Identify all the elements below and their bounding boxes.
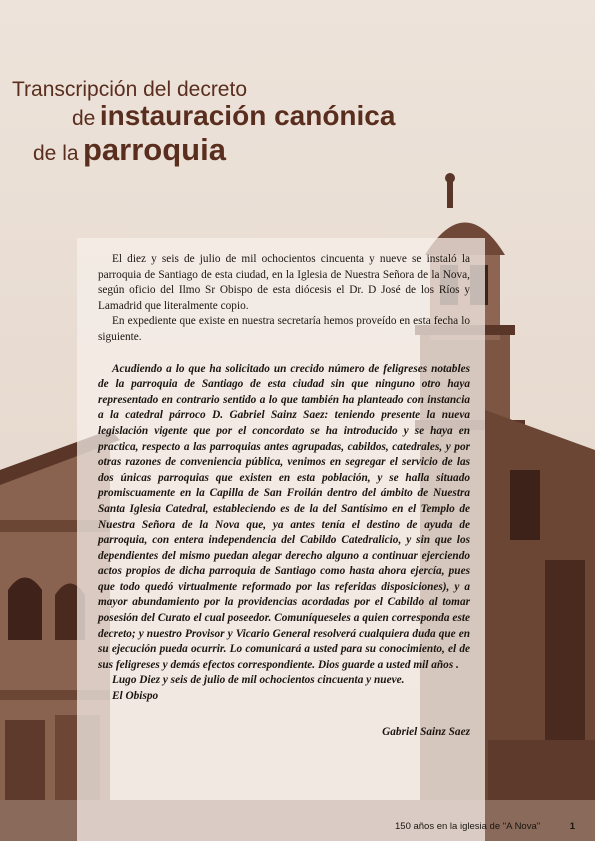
article-body [98,252,470,740]
headline-line-3 [33,132,226,168]
footer-caption: 150 años en la iglesia de "A Nova" [395,821,541,832]
page-number: 1 [569,821,575,832]
headline-line-1: Transcripción del decreto [12,78,247,101]
headline-line-2-prefix: de [72,107,96,130]
decree-paragraph: Acudiendo a lo que ha solicitado un crecido número de feligreses notables de la parroquia de Santiago de esta ciudad sin que ninguno otro haya representado en contrario sentido a lo que también ha planteado con instancia a la catedral párroco D. Gabriel Sainz Saez: teniendo presente la nueva legislación vigente que por el concordato se ha introducido y se haya en practica, respecto a las parroquias antes agrupadas, cabildos, catedrales, y por otras razones de conveniencia pública, venimos en segregar el servicio de las dos únicas parroquias que existen en esta población, y se halla situado promiscuamente en la Capilla de San Froilán dentro del ámbito de Nuestra Santa Iglesia Catedral, estableciendo es de la del Santísimo en el Templo de Nuestra Señora de la Nova que, ya antes tenía el destino de ayuda de parroquia, con entera independencia del Cabildo Catedralicio, y sin que los dependientes del mismo puedan alegar derecho alguno a continuar ejerciendo actos propios de dicha parroquia de Santiago como hasta ahora ejercía, pues que todo quedó virtualmente reformado por las referidas disposiciones), y a mayor abundamiento por la providencias acordadas por el Cabildo al tomar posesión del Curato el cual poseedor. Comuníqueseles a quien corresponda este decreto; y nuestro Provisor y Vicario General resolverá cualquiera duda que en su ejecución pueda ocurrir. Lo comunicará a usted para su conocimiento, el de sus feligreses y demás efectos correspondiente. Dios guarde a usted mil años . [98,362,470,671]
intro-paragraph-2: En expediente que existe en nuestra secretaría hemos proveído en esta fecha lo siguiente. [98,315,470,343]
intro-paragraph-1: El diez y seis de julio de mil ochocientos cincuenta y nueve se instaló la parroquia de Santiago de esta ciudad, en la Iglesia de Nuestra Señora de la Nova, según oficio del Ilmo Sr Obispo de esta diócesis el Dr. D José de los Ríos y Lamadrid que literalmente copio. [98,253,470,312]
headline-line-3-prefix: de la [33,142,79,165]
headline-line-2 [72,100,395,132]
signature: Gabriel Sainz Saez [382,725,470,738]
closing-line: Lugo Diez y seis de julio de mil ochocientos cincuenta y nueve. [112,674,405,687]
page-footer [395,821,585,835]
headline-line-3-bold: parroquia [83,132,226,167]
bishop-line: El Obispo [112,690,159,703]
headline-line-2-bold: instauración canónica [99,100,396,131]
